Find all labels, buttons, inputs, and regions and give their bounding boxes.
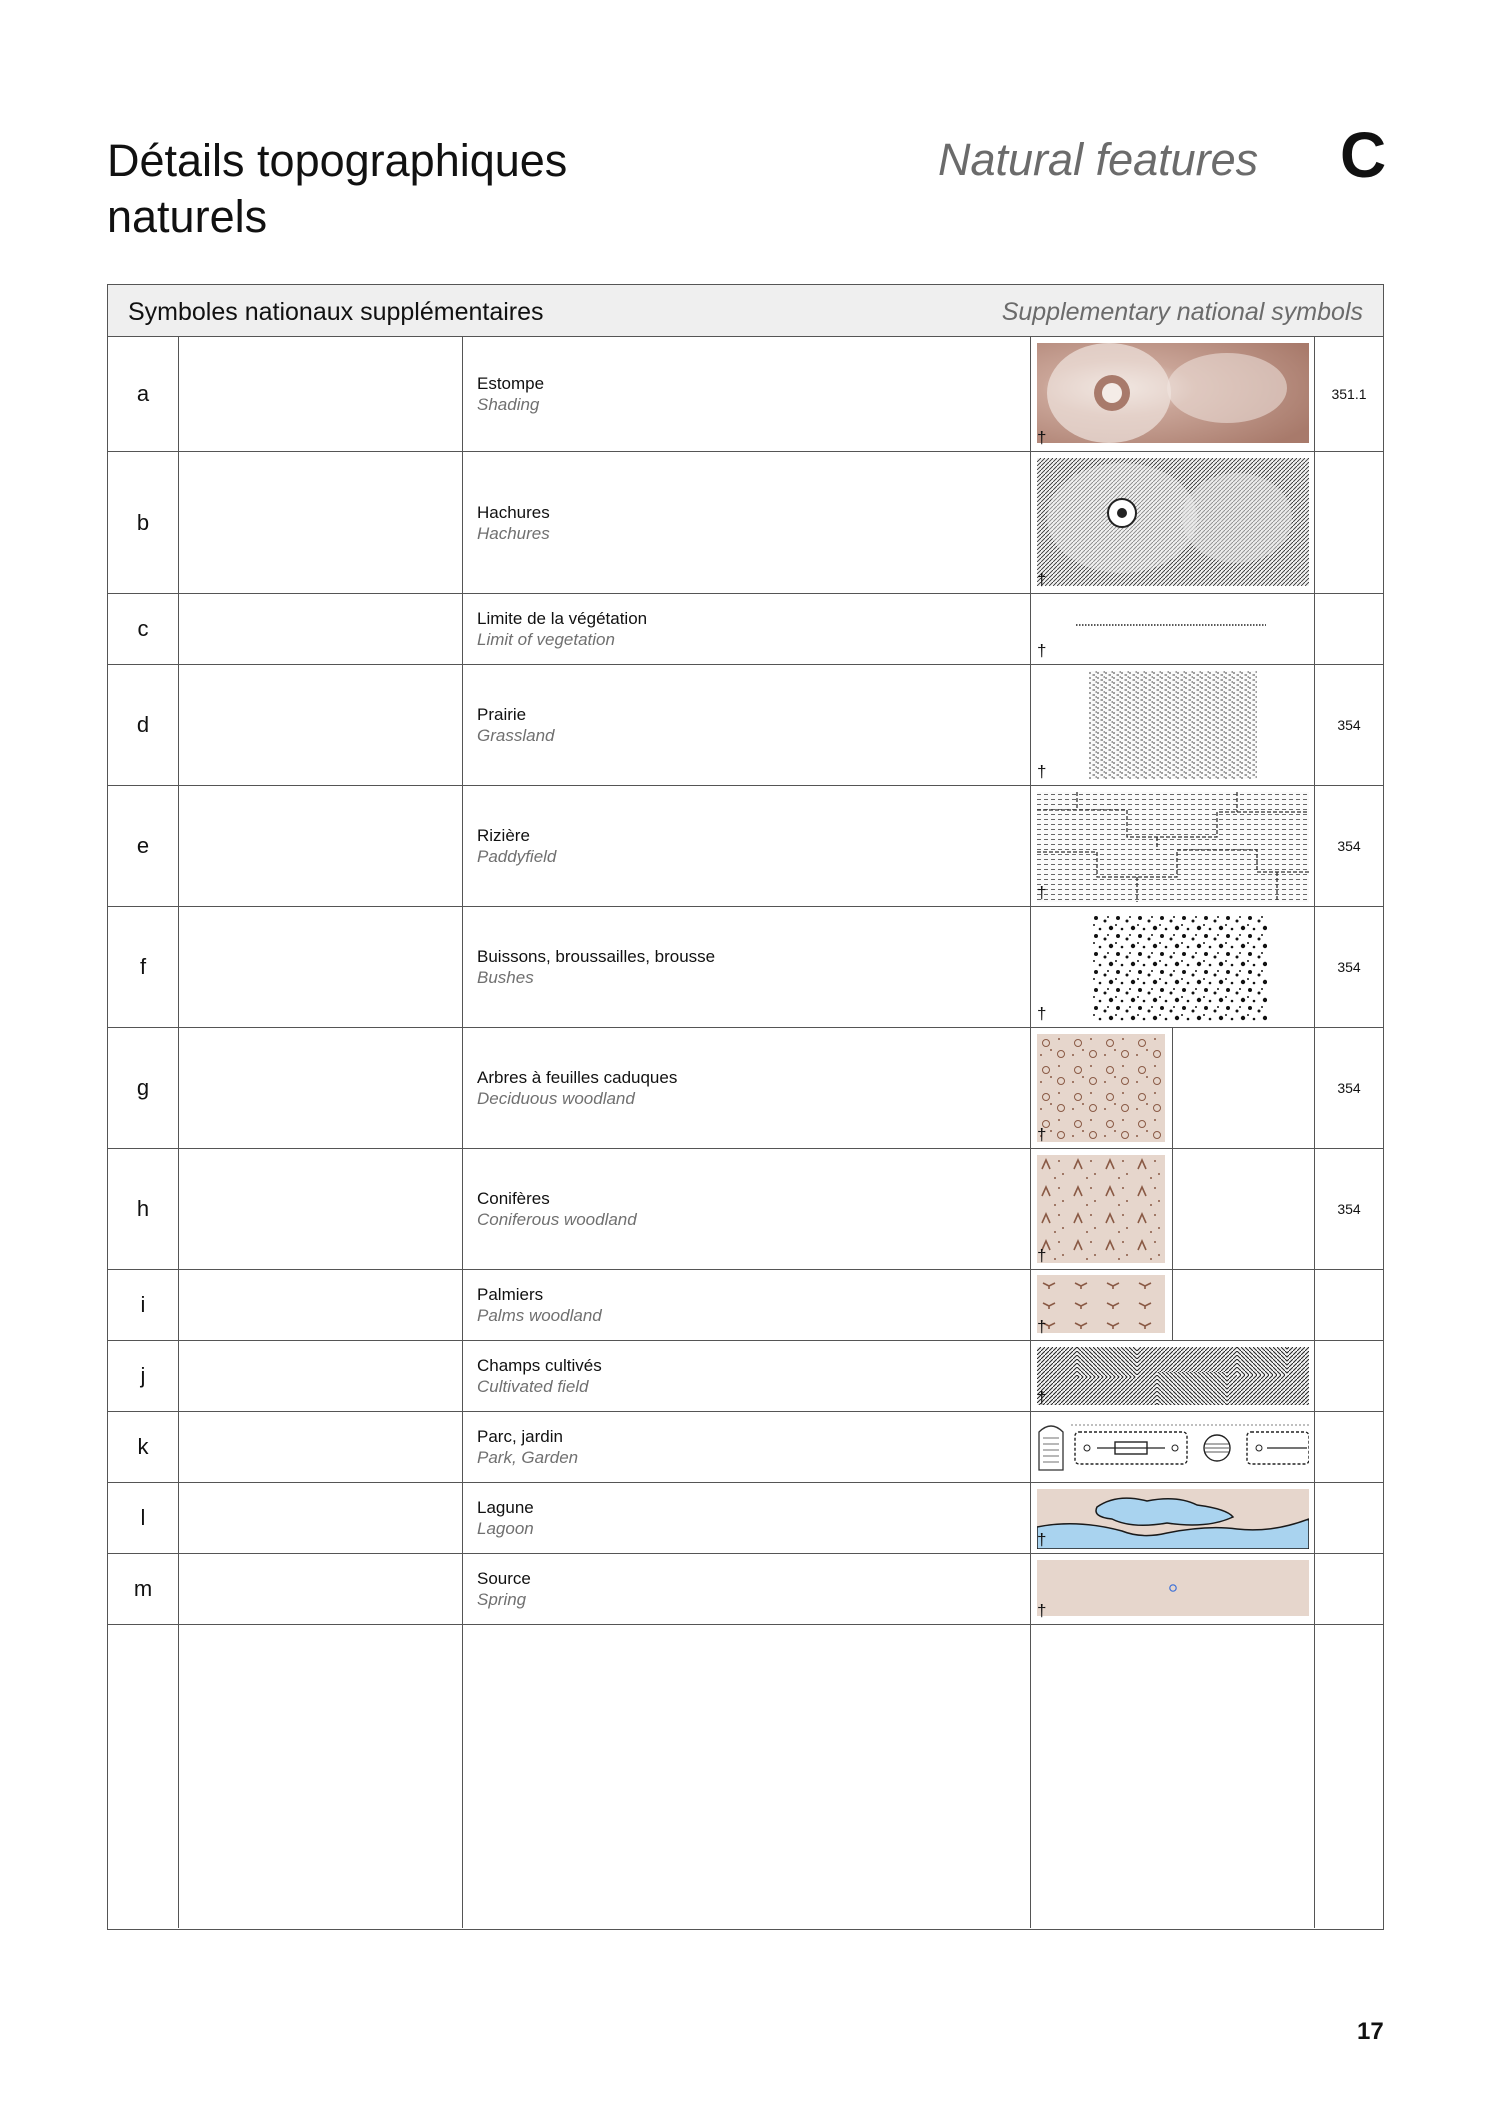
row-name-fr: Arbres à feuilles caduques (477, 1068, 678, 1087)
table-row (108, 1270, 1383, 1341)
palms-woodland-symbol (1037, 1275, 1165, 1333)
table-row (108, 1412, 1383, 1483)
row-letter: i (140, 1292, 146, 1317)
row-name-fr: Prairie (477, 705, 527, 724)
row-letter: k (137, 1434, 149, 1459)
dagger-mark: † (1037, 883, 1047, 902)
row-name-fr: Champs cultivés (477, 1356, 602, 1375)
empty-row (108, 1625, 1383, 1928)
row-name-en: Grassland (477, 726, 555, 745)
row-letter: l (140, 1505, 146, 1530)
row-name-en: Coniferous woodland (477, 1210, 637, 1229)
row-letter: b (136, 509, 150, 535)
table-row (108, 1554, 1383, 1625)
row-name-en: Cultivated field (477, 1377, 589, 1396)
shading-symbol (1037, 343, 1309, 443)
paddyfield-symbol (1037, 792, 1309, 902)
page-number: 17 (1357, 2018, 1384, 2045)
table-row (108, 594, 1383, 665)
row-name-fr: Source (477, 1569, 531, 1588)
row-letter: g (136, 1075, 150, 1100)
row-name-en: Lagoon (477, 1519, 534, 1538)
row-name-en: Shading (477, 395, 540, 414)
bushes-symbol (1093, 915, 1267, 1021)
dagger-mark: † (1037, 762, 1047, 781)
grassland-symbol (1089, 671, 1257, 779)
row-name-fr: Conifères (477, 1189, 550, 1208)
dagger-mark: † (1037, 1388, 1047, 1407)
table-header-en: Supplementary national symbols (1001, 298, 1363, 326)
table-row (108, 452, 1383, 594)
dagger-mark: † (1037, 1601, 1047, 1620)
page-title-en: Natural features (938, 134, 1259, 185)
ref-number: 354 (1337, 959, 1361, 975)
lagoon-symbol (1037, 1489, 1309, 1549)
hachures-symbol (1037, 458, 1309, 586)
table-row (108, 337, 1383, 452)
title-fr-line2: naturels (107, 191, 268, 242)
row-name-fr: Rizière (477, 826, 530, 845)
table-header (108, 285, 1383, 337)
deciduous-woodland-symbol (1037, 1034, 1165, 1142)
dagger-mark: † (1037, 1246, 1047, 1265)
dagger-mark: † (1037, 428, 1047, 447)
table-row (108, 665, 1383, 786)
table-row (108, 786, 1383, 907)
park-garden-symbol (1037, 1418, 1309, 1476)
ref-number: 354 (1337, 717, 1361, 733)
dagger-mark: † (1037, 1530, 1047, 1549)
title-fr-line1: Détails topographiques (107, 135, 568, 186)
symbols-table (107, 284, 1384, 1930)
row-letter: h (136, 1196, 150, 1221)
page-title-fr (107, 133, 567, 245)
table-header-fr: Symboles nationaux supplémentaires (128, 298, 544, 326)
vegetation-limit-symbol (1076, 622, 1266, 628)
table-row (108, 907, 1383, 1028)
table-row (108, 1028, 1383, 1149)
ref-number: 354 (1337, 1080, 1361, 1096)
ref-number: 354 (1337, 1201, 1361, 1217)
dagger-mark: † (1037, 570, 1047, 589)
table-row (108, 1483, 1383, 1554)
row-letter: e (136, 833, 150, 858)
row-name-en: Bushes (477, 968, 534, 987)
row-name-en: Palms woodland (477, 1306, 602, 1325)
row-name-fr: Lagune (477, 1498, 534, 1517)
table-row (108, 1149, 1383, 1270)
row-name-fr: Palmiers (477, 1285, 544, 1304)
row-letter: j (140, 1363, 146, 1388)
row-letter: c (137, 616, 149, 641)
dagger-mark: † (1037, 1317, 1047, 1336)
row-letter: d (136, 712, 150, 737)
dagger-mark: † (1037, 1004, 1047, 1023)
row-name-fr: Buissons, broussailles, brousse (477, 947, 716, 966)
row-name-fr: Parc, jardin (477, 1427, 563, 1446)
spring-symbol (1037, 1560, 1309, 1616)
cultivated-field-symbol (1037, 1347, 1309, 1405)
table-row (108, 1341, 1383, 1412)
row-name-fr: Estompe (477, 374, 545, 393)
row-name-en: Spring (477, 1590, 527, 1609)
dagger-mark: † (1037, 641, 1047, 660)
row-name-en: Hachures (477, 523, 550, 543)
row-name-fr: Hachures (477, 502, 550, 522)
row-name-en: Park, Garden (477, 1448, 579, 1467)
coniferous-woodland-symbol (1037, 1155, 1165, 1263)
row-letter: m (133, 1576, 153, 1601)
row-name-fr: Limite de la végétation (477, 609, 648, 628)
row-name-en: Limit of vegetation (477, 630, 615, 649)
dagger-mark: † (1037, 1125, 1047, 1144)
ref-number: 354 (1337, 838, 1361, 854)
ref-number: 351.1 (1331, 386, 1367, 402)
row-letter: f (139, 954, 147, 979)
row-name-en: Deciduous woodland (477, 1089, 635, 1108)
row-name-en: Paddyfield (477, 847, 557, 866)
row-letter: a (136, 381, 150, 406)
section-letter: C (1340, 119, 1387, 191)
